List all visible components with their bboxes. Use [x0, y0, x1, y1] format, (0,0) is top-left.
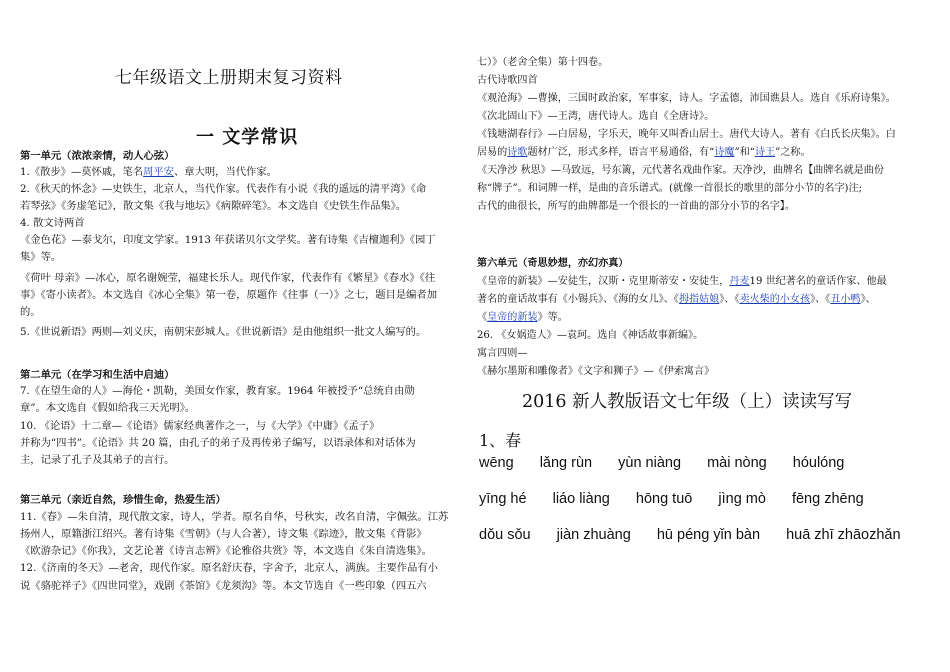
text: 题材广泛，形式多样，语言平易通俗，有“: [527, 147, 715, 158]
right-line: 七）》（老舍全集）第十四卷。: [477, 57, 609, 68]
unit6-line: 《赫尔墨斯和雕像者》《文字和狮子》—《伊索寓言》: [477, 366, 715, 377]
pinyin-word: yùn niàng: [618, 455, 682, 471]
unit2-heading: 第二单元（在学习和生活中启迪）: [20, 369, 175, 381]
link-shimo[interactable]: 诗魔: [714, 147, 735, 158]
text: 《: [477, 312, 488, 323]
link-shige[interactable]: 诗歌: [507, 147, 528, 158]
text: ”之称。: [775, 147, 811, 158]
unit2-line: 主，记录了孔子及其弟子的言行。: [20, 454, 175, 466]
unit2-line: 章”。本文选自《假如给我三天光明》。: [20, 402, 196, 414]
unit1-line: 的。: [20, 306, 41, 318]
unit6-line: 寓言四则—: [477, 348, 528, 359]
unit6-line: [477, 311, 568, 324]
text: 著名的童话故事有《小锡兵》、《海的女儿》、《: [477, 294, 679, 305]
unit3-line: 12.《济南的冬天》—老舍，现代作家。原名舒庆春，字舍予，北京人，满族。主要作品有小: [20, 562, 438, 574]
link-zhoupingan[interactable]: 周平安: [143, 166, 174, 178]
unit6-line: [477, 275, 887, 288]
text: 》、《: [810, 294, 831, 305]
link-maihuochai[interactable]: 卖火柴的小女孩: [739, 294, 811, 305]
pinyin-word: jiàn zhuàng: [556, 527, 631, 543]
pinyin-row: [479, 527, 923, 543]
unit1-heading: 第一单元（浓浓亲情，动人心弦）: [20, 150, 175, 162]
document-title: 七年级语文上册期末复习资料: [115, 68, 343, 88]
unit2-line: 并称为“四书”。《论语》共 20 篇，由孔子的弟子及再传弟子编写，以语录体和对话体为: [20, 437, 416, 449]
unit2-line: 7.《在望生命的人》—海伦・凯勒，美国女作家，教育家。1964 年被授予“总统自由勋: [20, 385, 415, 397]
pinyin-word: lǎng rùn: [539, 455, 593, 471]
unit6-line: 26. 《女娲造人》—袁珂。选自《神话故事新编》。: [477, 330, 704, 341]
unit2-line: 10. 《论语》十二章—《论语》儒家经典著作之一，与《大学》《中庸》《孟子》: [20, 420, 380, 432]
unit6-line: [477, 293, 876, 306]
unit1-line: [20, 166, 277, 179]
unit3-line: 说《骆驼祥子》《四世同堂》，戏剧《茶馆》《龙须沟》等。本文节选自《一些印象（四五六: [20, 580, 427, 592]
unit1-line: 《荷叶 母亲》—冰心，原名谢婉莹，福建长乐人。现代作家，代表作有《繁星》《春水》《往: [20, 272, 436, 284]
right-line: 古代的曲很长，所写的曲牌都是一个很长的一首曲的部分小节的名字】。: [477, 201, 795, 212]
right-line: 《钱塘湖春行》—白居易，字乐天，晚年又叫香山居士。唐代大诗人。著有《白氏长庆集》。白: [477, 129, 896, 140]
link-muzhiguniang[interactable]: 拇指姑娘: [678, 294, 720, 305]
right-line: [477, 146, 811, 159]
text: 》、《: [719, 294, 740, 305]
text: 、章大明，当代作家。: [173, 166, 277, 178]
unit1-line: 若琴弦》《务虚笔记》，散文集《我与地坛》《病隙碎笔》。本文选自《史铁生作品集》。: [20, 200, 407, 212]
pinyin-word: hóulóng: [792, 455, 845, 471]
pinyin-word: fēng zhēng: [791, 491, 864, 507]
unit3-line: 11.《春》—朱自清，现代散文家，诗人，学者。原名自华，号秋实，改名自清，字佩弦。江苏: [20, 511, 449, 523]
unit1-line: 4. 散文诗两首: [20, 217, 85, 229]
readwrite-title: 2016 新人教版语文七年级（上）读读写写: [522, 392, 853, 412]
right-line: 《观沧海》—曹操，三国时政治家，军事家，诗人。字孟德，沛国谯县人。选自《乐府诗集》。: [477, 93, 896, 104]
text: 19 世纪著名的童话作家、他最: [749, 276, 887, 287]
link-shiwang[interactable]: 诗王: [754, 147, 776, 158]
unit1-line: 集》等。: [20, 251, 62, 263]
unit1-line: 《金色花》—泰戈尔，印度文学家。1913 年获诺贝尔文学奖。著有诗集《吉檀迦利》《园丁: [20, 234, 436, 246]
unit3-heading: 第三单元（亲近自然，珍惜生命，热爱生活）: [20, 494, 226, 506]
right-line: 称“牌子”。和词牌一样，是曲的音乐谱式。(就像一首很长的歌里的部分小节的名字)注;: [477, 183, 862, 194]
text: 居易的: [477, 147, 508, 158]
pinyin-word: dǒu sǒu: [479, 527, 531, 543]
text: 》等。: [537, 312, 568, 323]
link-chouxiaoya[interactable]: 丑小鸭: [830, 294, 861, 305]
text: 》、: [860, 294, 876, 305]
pinyin-word: wēng: [479, 455, 514, 471]
unit6-heading: 第六单元（奇思妙想，亦幻亦真）: [477, 258, 629, 269]
pinyin-row: [479, 455, 866, 471]
pinyin-word: liáo liàng: [552, 491, 610, 507]
text: ”和“: [734, 147, 755, 158]
link-danmai[interactable]: 丹麦: [729, 276, 750, 287]
unit3-line: 《欧游杂记》《你我》，文艺论著《诗言志辨》《论雅俗共赏》等，本文选自《朱自清选集》。: [20, 545, 432, 557]
unit3-line: 扬州人，原籍浙江绍兴。著有诗集《雪朝》（与人合著），诗文集《踪迹》，散文集《背影》: [20, 528, 427, 540]
section-title: 一 文学常识: [196, 127, 299, 148]
right-line: 古代诗歌四首: [477, 75, 538, 86]
unit1-line: 2.《秋天的怀念》—史铁生，北京人，当代作家。代表作有小说《我的遥远的清平湾》《命: [20, 183, 427, 195]
pinyin-word: hōng tuō: [635, 491, 693, 507]
readwrite-heading: 1、春: [479, 431, 522, 450]
unit1-line: 5.《世说新语》两则—刘义庆，南朝宋彭城人。《世说新语》是由他组织一批文人编写的。: [20, 326, 427, 338]
link-huangdixinzhuang[interactable]: 皇帝的新装: [487, 312, 538, 323]
text: 1.《散步》—莫怀戚，笔名: [20, 166, 144, 178]
pinyin-word: mài nòng: [707, 455, 767, 471]
pinyin-word: huā zhī zhāozhǎn: [786, 527, 901, 543]
right-line: 《次北固山下》—王湾，唐代诗人。选自《全唐诗》。: [477, 111, 715, 122]
pinyin-word: hū péng yǐn bàn: [656, 527, 761, 543]
right-line: 《天净沙 秋思》—马致远，号东篱，元代著名戏曲作家。天净沙，曲牌名【曲牌名就是曲份: [477, 165, 884, 176]
pinyin-row: [479, 491, 886, 507]
text: 《皇帝的新装》—安徒生，汉斯・克里斯蒂安・安徒生，: [477, 276, 730, 287]
unit1-line: 事》《寄小读者》。本文选自《冰心全集》第一卷，原题作《往事（一）》之七，题目是编者加: [20, 289, 438, 301]
pinyin-word: jìng mò: [718, 491, 766, 507]
pinyin-word: yīng hé: [479, 491, 527, 507]
